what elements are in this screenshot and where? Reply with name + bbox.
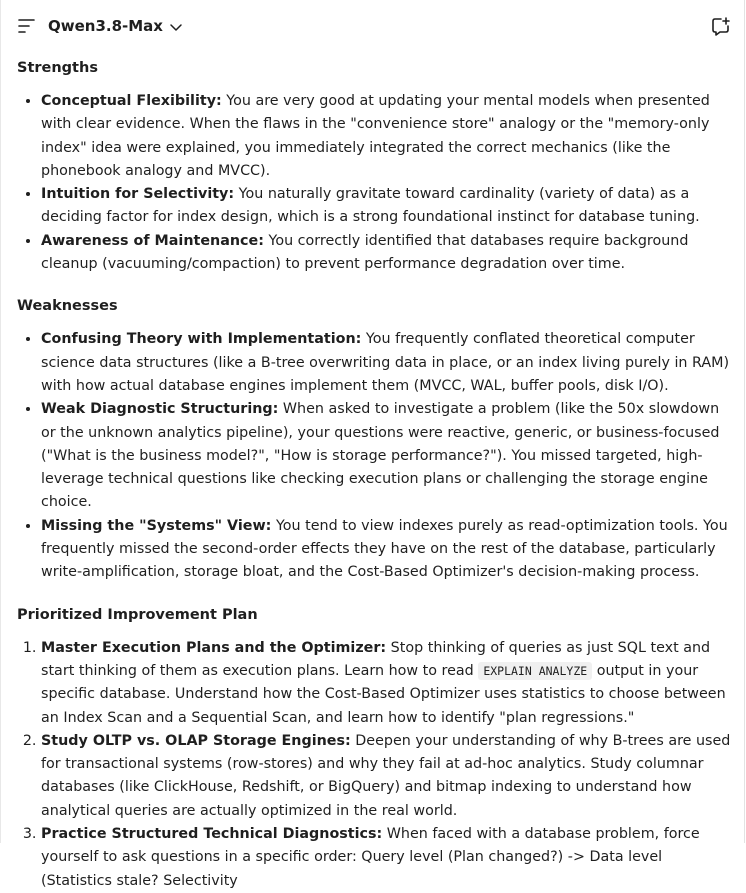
top-bar (1, 0, 744, 52)
item-label: Weak Diagnostic Structuring: (41, 401, 279, 418)
list-item (41, 637, 733, 730)
list-item (41, 823, 733, 893)
list-item (41, 230, 733, 277)
chevron-down-icon (169, 19, 183, 33)
item-text: When faced with a database problem, force yourself to ask questions in a specific order: Query level (Plan changed?) -> Data level (Statistics stale? Selectivity (41, 826, 700, 889)
item-text: You are very good at updating your mental models when presented with clear evidence. When the flaws in the "convenience store" analogy or the "memory-only index" idea were explained, you immediately integrated the correct mechanics (like the phonebook analogy and MVCC). (41, 93, 710, 179)
plan-list (17, 637, 733, 893)
list-item (41, 328, 733, 398)
item-text: When asked to investigate a problem (like the 50x slowdown or the unknown analytics pipeline), your questions were reactive, generic, or business-focused ("What is the business model?", "How is storage performance?"). You missed targeted, high-leverage technical questions like checking execution plans or challenging the storage engine choice. (41, 401, 720, 511)
menu-icon[interactable] (18, 18, 36, 34)
strengths-list (17, 90, 733, 276)
item-text: You correctly identified that databases require background cleanup (vacuuming/compaction) to prevent performance degradation over time. (41, 232, 689, 273)
inline-code: EXPLAIN ANALYZE (478, 662, 592, 680)
item-label: Missing the "Systems" View: (41, 517, 272, 534)
list-item (41, 730, 733, 823)
item-label: Awareness of Maintenance: (41, 232, 264, 249)
item-text: Deepen your understanding of why B-trees are used for transactional systems (row-stores) and why they fail at ad-hoc analytics. Study columnar databases (like ClickHouse, Redshift, or BigQuery) and bitmap indexing to understand how analytical queries are actually optimized in the real world. (41, 732, 731, 819)
list-item (41, 398, 733, 514)
item-label: Conceptual Flexibility: (41, 93, 222, 109)
item-label: Practice Structured Technical Diagnostics: (41, 826, 383, 843)
item-text: You frequently conflated theoretical computer science data structures (like a B-tree overwriting data in place, or an index living purely in RAM) with how actual database engines implement them (MVCC, WAL, buffer pools, disk I/O). (41, 331, 730, 394)
list-item (41, 183, 733, 230)
item-text: Stop thinking of queries as just SQL text and start thinking of them as execution plans. Learn how to read (41, 639, 711, 679)
model-selector[interactable] (48, 14, 183, 38)
list-item (41, 90, 733, 183)
item-label: Intuition for Selectivity: (41, 186, 235, 203)
message-content (17, 52, 733, 893)
item-text: You tend to view indexes purely as read-optimization tools. You frequently missed the second-order effects they have on the rest of the database, particularly write-amplification, storage bloat, and the Cost-Based Optimizer's decision-making process. (41, 517, 728, 581)
item-label: Study OLTP vs. OLAP Storage Engines: (41, 732, 351, 749)
model-name: Qwen3.8-Max (48, 17, 163, 35)
item-text: output in your specific database. Understand how the Cost-Based Optimizer uses statistics to choose between an Index Scan and a Sequential Scan, and learn how to identify "plan regressions." (41, 662, 726, 726)
plan-heading: Prioritized Improvement Plan (17, 606, 258, 623)
item-label: Master Execution Plans and the Optimizer: (41, 639, 387, 656)
list-item (41, 515, 733, 585)
item-label: Confusing Theory with Implementation: (41, 331, 362, 348)
strengths-heading: Strengths (17, 60, 98, 76)
weaknesses-list (17, 328, 733, 584)
item-text: You naturally gravitate toward cardinality (variety of data) as a deciding factor for index design, which is a strong foundational instinct for database tuning. (41, 186, 700, 226)
new-chat-icon[interactable] (711, 17, 731, 36)
weaknesses-heading: Weaknesses (17, 298, 118, 315)
